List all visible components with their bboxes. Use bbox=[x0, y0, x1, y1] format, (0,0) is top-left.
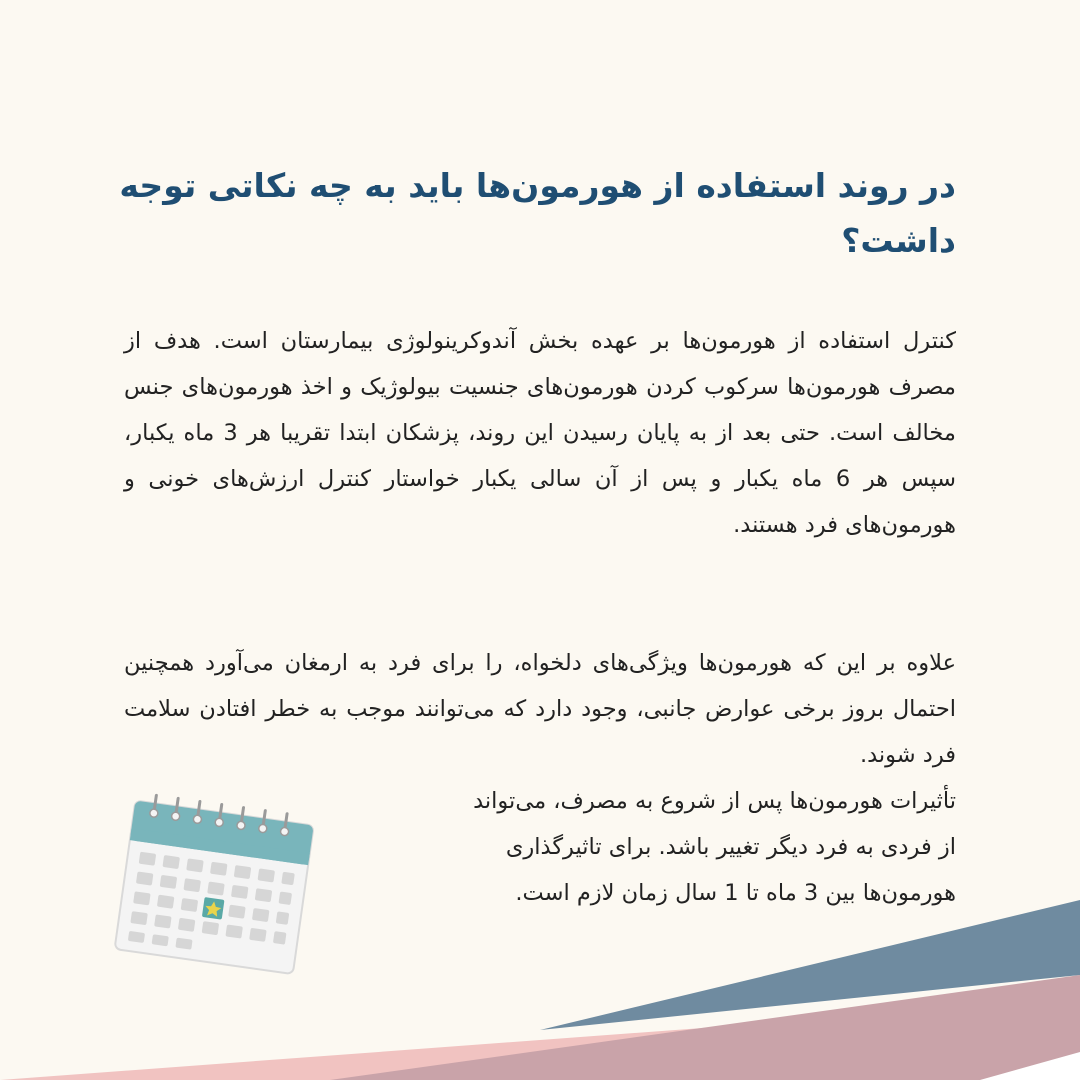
paragraph-line: از فردی به فرد دیگر تغییر باشد. برای تاثیرگذاری bbox=[505, 834, 956, 860]
page-title: در روند استفاده از هورمون‌ها باید به چه نکاتی توجه داشت؟ bbox=[119, 166, 956, 260]
calendar-icon bbox=[104, 790, 320, 986]
paragraph-side-effects: علاوه بر این که هورمون‌ها ویژگی‌های دلخواه، را برای فرد به ارمغان می‌آورد همچنین احتمال بروز برخی عوارض جانبی، وجود دارد که می‌توانند موجب به خطر افتادن سلامت فرد شوند. bbox=[124, 650, 956, 768]
paragraph-line: تأثیرات هورمون‌ها پس از شروع به مصرف، می‌تواند bbox=[473, 788, 956, 814]
paragraph-effects-timing bbox=[330, 778, 956, 916]
paragraph-endocrinology: کنترل استفاده از هورمون‌ها بر عهده بخش آندوکرینولوژی بیمارستان است. هدف از مصرف هورمون‌ها سرکوب کردن هورمون‌های جنسیت بیولوژیک و اخذ هورمون‌های جنس مخالف است. حتی بعد از به پایان رسیدن این روند، پزشکان ابتدا تقریبا هر 3 ماه یکبار، سپس هر 6 ماه یکبار و پس از آن سالی یکبار خواستار کنترل ارزش‌های خونی و هورمون‌های فرد هستند. bbox=[124, 328, 956, 538]
paragraph-line: هورمون‌ها بین 3 ماه تا 1 سال زمان لازم است. bbox=[515, 880, 956, 906]
